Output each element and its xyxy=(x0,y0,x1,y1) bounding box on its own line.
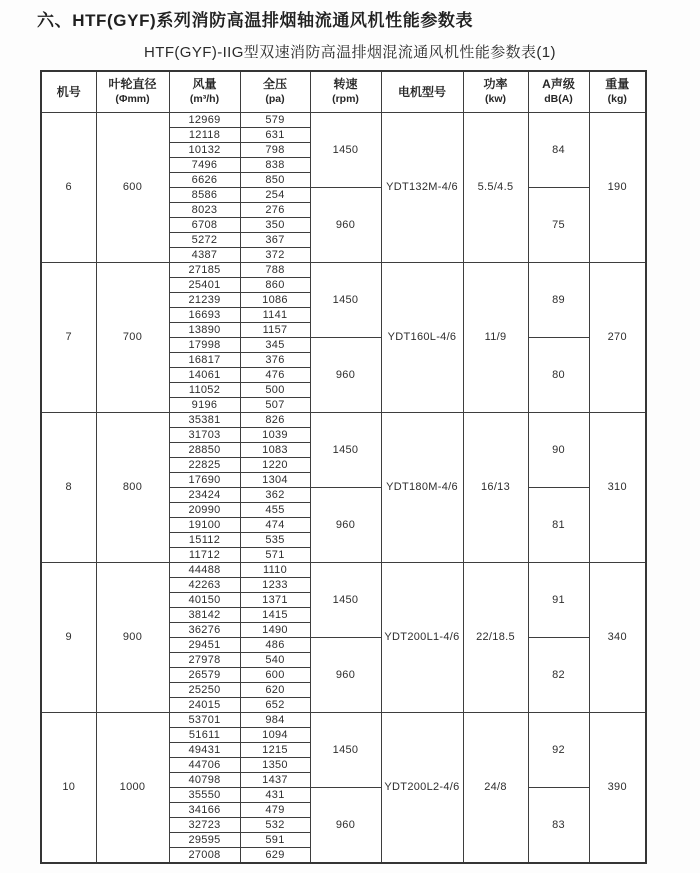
column-unit: (m³/h) xyxy=(189,93,220,106)
cell-total-pressure: 376 xyxy=(240,353,310,368)
cell-total-pressure: 1437 xyxy=(240,773,310,788)
cell-air-volume: 4387 xyxy=(169,248,240,263)
cell-impeller-diameter: 800 xyxy=(96,413,169,563)
column-header-power xyxy=(463,71,528,113)
cell-air-volume: 49431 xyxy=(169,743,240,758)
cell-total-pressure: 1350 xyxy=(240,758,310,773)
cell-air-volume: 9196 xyxy=(169,398,240,413)
cell-weight: 390 xyxy=(589,713,646,864)
table-subtitle: HTF(GYF)-IIG型双速消防高温排烟混流通风机性能参数表(1) xyxy=(144,44,556,61)
table-row xyxy=(41,563,646,578)
cell-total-pressure: 826 xyxy=(240,413,310,428)
cell-air-volume: 8586 xyxy=(169,188,240,203)
cell-noise-db: 81 xyxy=(528,488,589,563)
cell-total-pressure: 540 xyxy=(240,653,310,668)
cell-speed-rpm: 960 xyxy=(310,338,381,413)
cell-total-pressure: 532 xyxy=(240,818,310,833)
column-unit: (pa) xyxy=(265,93,285,106)
cell-air-volume: 27978 xyxy=(169,653,240,668)
table-row xyxy=(41,263,646,278)
cell-air-volume: 51611 xyxy=(169,728,240,743)
cell-total-pressure: 631 xyxy=(240,128,310,143)
table-row xyxy=(41,113,646,128)
cell-air-volume: 25401 xyxy=(169,278,240,293)
cell-total-pressure: 1304 xyxy=(240,473,310,488)
cell-total-pressure: 1371 xyxy=(240,593,310,608)
cell-machine-no: 6 xyxy=(41,113,96,263)
cell-air-volume: 29595 xyxy=(169,833,240,848)
cell-air-volume: 26579 xyxy=(169,668,240,683)
column-header-weight xyxy=(589,71,646,113)
cell-air-volume: 11052 xyxy=(169,383,240,398)
cell-total-pressure: 629 xyxy=(240,848,310,864)
fan-spec-table xyxy=(40,70,647,864)
cell-total-pressure: 838 xyxy=(240,158,310,173)
cell-motor-model: YDT200L2-4/6 xyxy=(381,713,463,864)
page-title: 六、HTF(GYF)系列消防高温排烟轴流通风机性能参数表 xyxy=(37,11,474,30)
cell-total-pressure: 1157 xyxy=(240,323,310,338)
cell-total-pressure: 860 xyxy=(240,278,310,293)
cell-air-volume: 6708 xyxy=(169,218,240,233)
column-unit: (kg) xyxy=(607,93,627,106)
cell-speed-rpm: 960 xyxy=(310,488,381,563)
column-label: 机号 xyxy=(56,84,81,99)
cell-machine-no: 10 xyxy=(41,713,96,864)
cell-air-volume: 42263 xyxy=(169,578,240,593)
cell-air-volume: 19100 xyxy=(169,518,240,533)
cell-total-pressure: 367 xyxy=(240,233,310,248)
cell-motor-model: YDT180M-4/6 xyxy=(381,413,463,563)
column-header-motor-model xyxy=(381,71,463,113)
cell-total-pressure: 254 xyxy=(240,188,310,203)
cell-total-pressure: 600 xyxy=(240,668,310,683)
cell-total-pressure: 350 xyxy=(240,218,310,233)
column-unit: (rpm) xyxy=(332,93,359,106)
cell-total-pressure: 652 xyxy=(240,698,310,713)
cell-weight: 310 xyxy=(589,413,646,563)
cell-total-pressure: 798 xyxy=(240,143,310,158)
cell-total-pressure: 455 xyxy=(240,503,310,518)
cell-total-pressure: 372 xyxy=(240,248,310,263)
cell-speed-rpm: 960 xyxy=(310,788,381,864)
cell-air-volume: 28850 xyxy=(169,443,240,458)
table-row xyxy=(41,413,646,428)
table-header xyxy=(41,71,646,113)
cell-speed-rpm: 960 xyxy=(310,188,381,263)
cell-machine-no: 9 xyxy=(41,563,96,713)
cell-motor-model: YDT160L-4/6 xyxy=(381,263,463,413)
cell-total-pressure: 486 xyxy=(240,638,310,653)
cell-air-volume: 38142 xyxy=(169,608,240,623)
cell-air-volume: 16693 xyxy=(169,308,240,323)
cell-total-pressure: 1233 xyxy=(240,578,310,593)
cell-total-pressure: 1490 xyxy=(240,623,310,638)
column-header-impeller-diameter xyxy=(96,71,169,113)
cell-air-volume: 16817 xyxy=(169,353,240,368)
cell-total-pressure: 1039 xyxy=(240,428,310,443)
cell-total-pressure: 1086 xyxy=(240,293,310,308)
cell-noise-db: 92 xyxy=(528,713,589,788)
cell-noise-db: 91 xyxy=(528,563,589,638)
column-label: 电机型号 xyxy=(397,84,446,99)
cell-air-volume: 6626 xyxy=(169,173,240,188)
cell-air-volume: 24015 xyxy=(169,698,240,713)
cell-air-volume: 32723 xyxy=(169,818,240,833)
cell-total-pressure: 1083 xyxy=(240,443,310,458)
cell-speed-rpm: 1450 xyxy=(310,563,381,638)
cell-air-volume: 35381 xyxy=(169,413,240,428)
cell-air-volume: 14061 xyxy=(169,368,240,383)
cell-air-volume: 29451 xyxy=(169,638,240,653)
cell-total-pressure: 1415 xyxy=(240,608,310,623)
cell-machine-no: 8 xyxy=(41,413,96,563)
cell-impeller-diameter: 900 xyxy=(96,563,169,713)
cell-air-volume: 31703 xyxy=(169,428,240,443)
cell-air-volume: 27185 xyxy=(169,263,240,278)
cell-air-volume: 27008 xyxy=(169,848,240,864)
cell-air-volume: 21239 xyxy=(169,293,240,308)
cell-total-pressure: 1110 xyxy=(240,563,310,578)
cell-total-pressure: 535 xyxy=(240,533,310,548)
cell-total-pressure: 507 xyxy=(240,398,310,413)
cell-air-volume: 5272 xyxy=(169,233,240,248)
cell-total-pressure: 362 xyxy=(240,488,310,503)
cell-total-pressure: 984 xyxy=(240,713,310,728)
cell-noise-db: 90 xyxy=(528,413,589,488)
column-unit: (Φmm) xyxy=(115,93,150,106)
cell-impeller-diameter: 1000 xyxy=(96,713,169,864)
cell-air-volume: 13890 xyxy=(169,323,240,338)
cell-impeller-diameter: 600 xyxy=(96,113,169,263)
cell-speed-rpm: 1450 xyxy=(310,263,381,338)
cell-speed-rpm: 960 xyxy=(310,638,381,713)
cell-motor-model: YDT200L1-4/6 xyxy=(381,563,463,713)
cell-speed-rpm: 1450 xyxy=(310,113,381,188)
column-header-total-pressure xyxy=(240,71,310,113)
cell-air-volume: 44706 xyxy=(169,758,240,773)
cell-weight: 190 xyxy=(589,113,646,263)
cell-air-volume: 23424 xyxy=(169,488,240,503)
cell-power: 16/13 xyxy=(463,413,528,563)
column-label: 风量 xyxy=(192,77,217,92)
cell-air-volume: 34166 xyxy=(169,803,240,818)
header-row xyxy=(41,71,646,113)
cell-power: 5.5/4.5 xyxy=(463,113,528,263)
cell-impeller-diameter: 700 xyxy=(96,263,169,413)
cell-total-pressure: 474 xyxy=(240,518,310,533)
cell-air-volume: 44488 xyxy=(169,563,240,578)
column-header-machine-no xyxy=(41,71,96,113)
cell-machine-no: 7 xyxy=(41,263,96,413)
cell-air-volume: 8023 xyxy=(169,203,240,218)
cell-total-pressure: 1220 xyxy=(240,458,310,473)
cell-air-volume: 10132 xyxy=(169,143,240,158)
cell-air-volume: 11712 xyxy=(169,548,240,563)
cell-air-volume: 40798 xyxy=(169,773,240,788)
cell-motor-model: YDT132M-4/6 xyxy=(381,113,463,263)
cell-weight: 340 xyxy=(589,563,646,713)
column-label: 转速 xyxy=(333,77,358,92)
column-label: 功率 xyxy=(483,77,508,92)
cell-air-volume: 40150 xyxy=(169,593,240,608)
column-header-noise-level xyxy=(528,71,589,113)
cell-total-pressure: 571 xyxy=(240,548,310,563)
cell-weight: 270 xyxy=(589,263,646,413)
cell-power: 24/8 xyxy=(463,713,528,864)
cell-noise-db: 84 xyxy=(528,113,589,188)
cell-total-pressure: 276 xyxy=(240,203,310,218)
cell-air-volume: 22825 xyxy=(169,458,240,473)
cell-total-pressure: 591 xyxy=(240,833,310,848)
cell-air-volume: 25250 xyxy=(169,683,240,698)
cell-noise-db: 75 xyxy=(528,188,589,263)
cell-noise-db: 82 xyxy=(528,638,589,713)
cell-air-volume: 35550 xyxy=(169,788,240,803)
column-header-air-volume xyxy=(169,71,240,113)
cell-total-pressure: 345 xyxy=(240,338,310,353)
cell-air-volume: 53701 xyxy=(169,713,240,728)
cell-total-pressure: 850 xyxy=(240,173,310,188)
cell-speed-rpm: 1450 xyxy=(310,713,381,788)
column-unit: (kw) xyxy=(485,93,506,106)
column-label: 重量 xyxy=(605,77,630,92)
column-label: A声级 xyxy=(542,77,575,92)
cell-noise-db: 89 xyxy=(528,263,589,338)
cell-air-volume: 7496 xyxy=(169,158,240,173)
cell-total-pressure: 431 xyxy=(240,788,310,803)
cell-air-volume: 15112 xyxy=(169,533,240,548)
cell-power: 22/18.5 xyxy=(463,563,528,713)
column-label: 全压 xyxy=(262,77,287,92)
cell-air-volume: 17998 xyxy=(169,338,240,353)
cell-air-volume: 20990 xyxy=(169,503,240,518)
cell-total-pressure: 579 xyxy=(240,113,310,128)
column-unit: dB(A) xyxy=(544,93,573,106)
cell-total-pressure: 620 xyxy=(240,683,310,698)
cell-total-pressure: 1094 xyxy=(240,728,310,743)
cell-total-pressure: 479 xyxy=(240,803,310,818)
cell-total-pressure: 1215 xyxy=(240,743,310,758)
cell-noise-db: 83 xyxy=(528,788,589,864)
column-header-speed xyxy=(310,71,381,113)
table-row xyxy=(41,713,646,728)
column-label: 叶轮直径 xyxy=(108,77,157,92)
table-body xyxy=(41,113,646,864)
cell-total-pressure: 476 xyxy=(240,368,310,383)
cell-power: 11/9 xyxy=(463,263,528,413)
cell-noise-db: 80 xyxy=(528,338,589,413)
cell-total-pressure: 788 xyxy=(240,263,310,278)
cell-total-pressure: 500 xyxy=(240,383,310,398)
cell-air-volume: 12118 xyxy=(169,128,240,143)
cell-speed-rpm: 1450 xyxy=(310,413,381,488)
cell-air-volume: 12969 xyxy=(169,113,240,128)
cell-air-volume: 17690 xyxy=(169,473,240,488)
cell-air-volume: 36276 xyxy=(169,623,240,638)
cell-total-pressure: 1141 xyxy=(240,308,310,323)
